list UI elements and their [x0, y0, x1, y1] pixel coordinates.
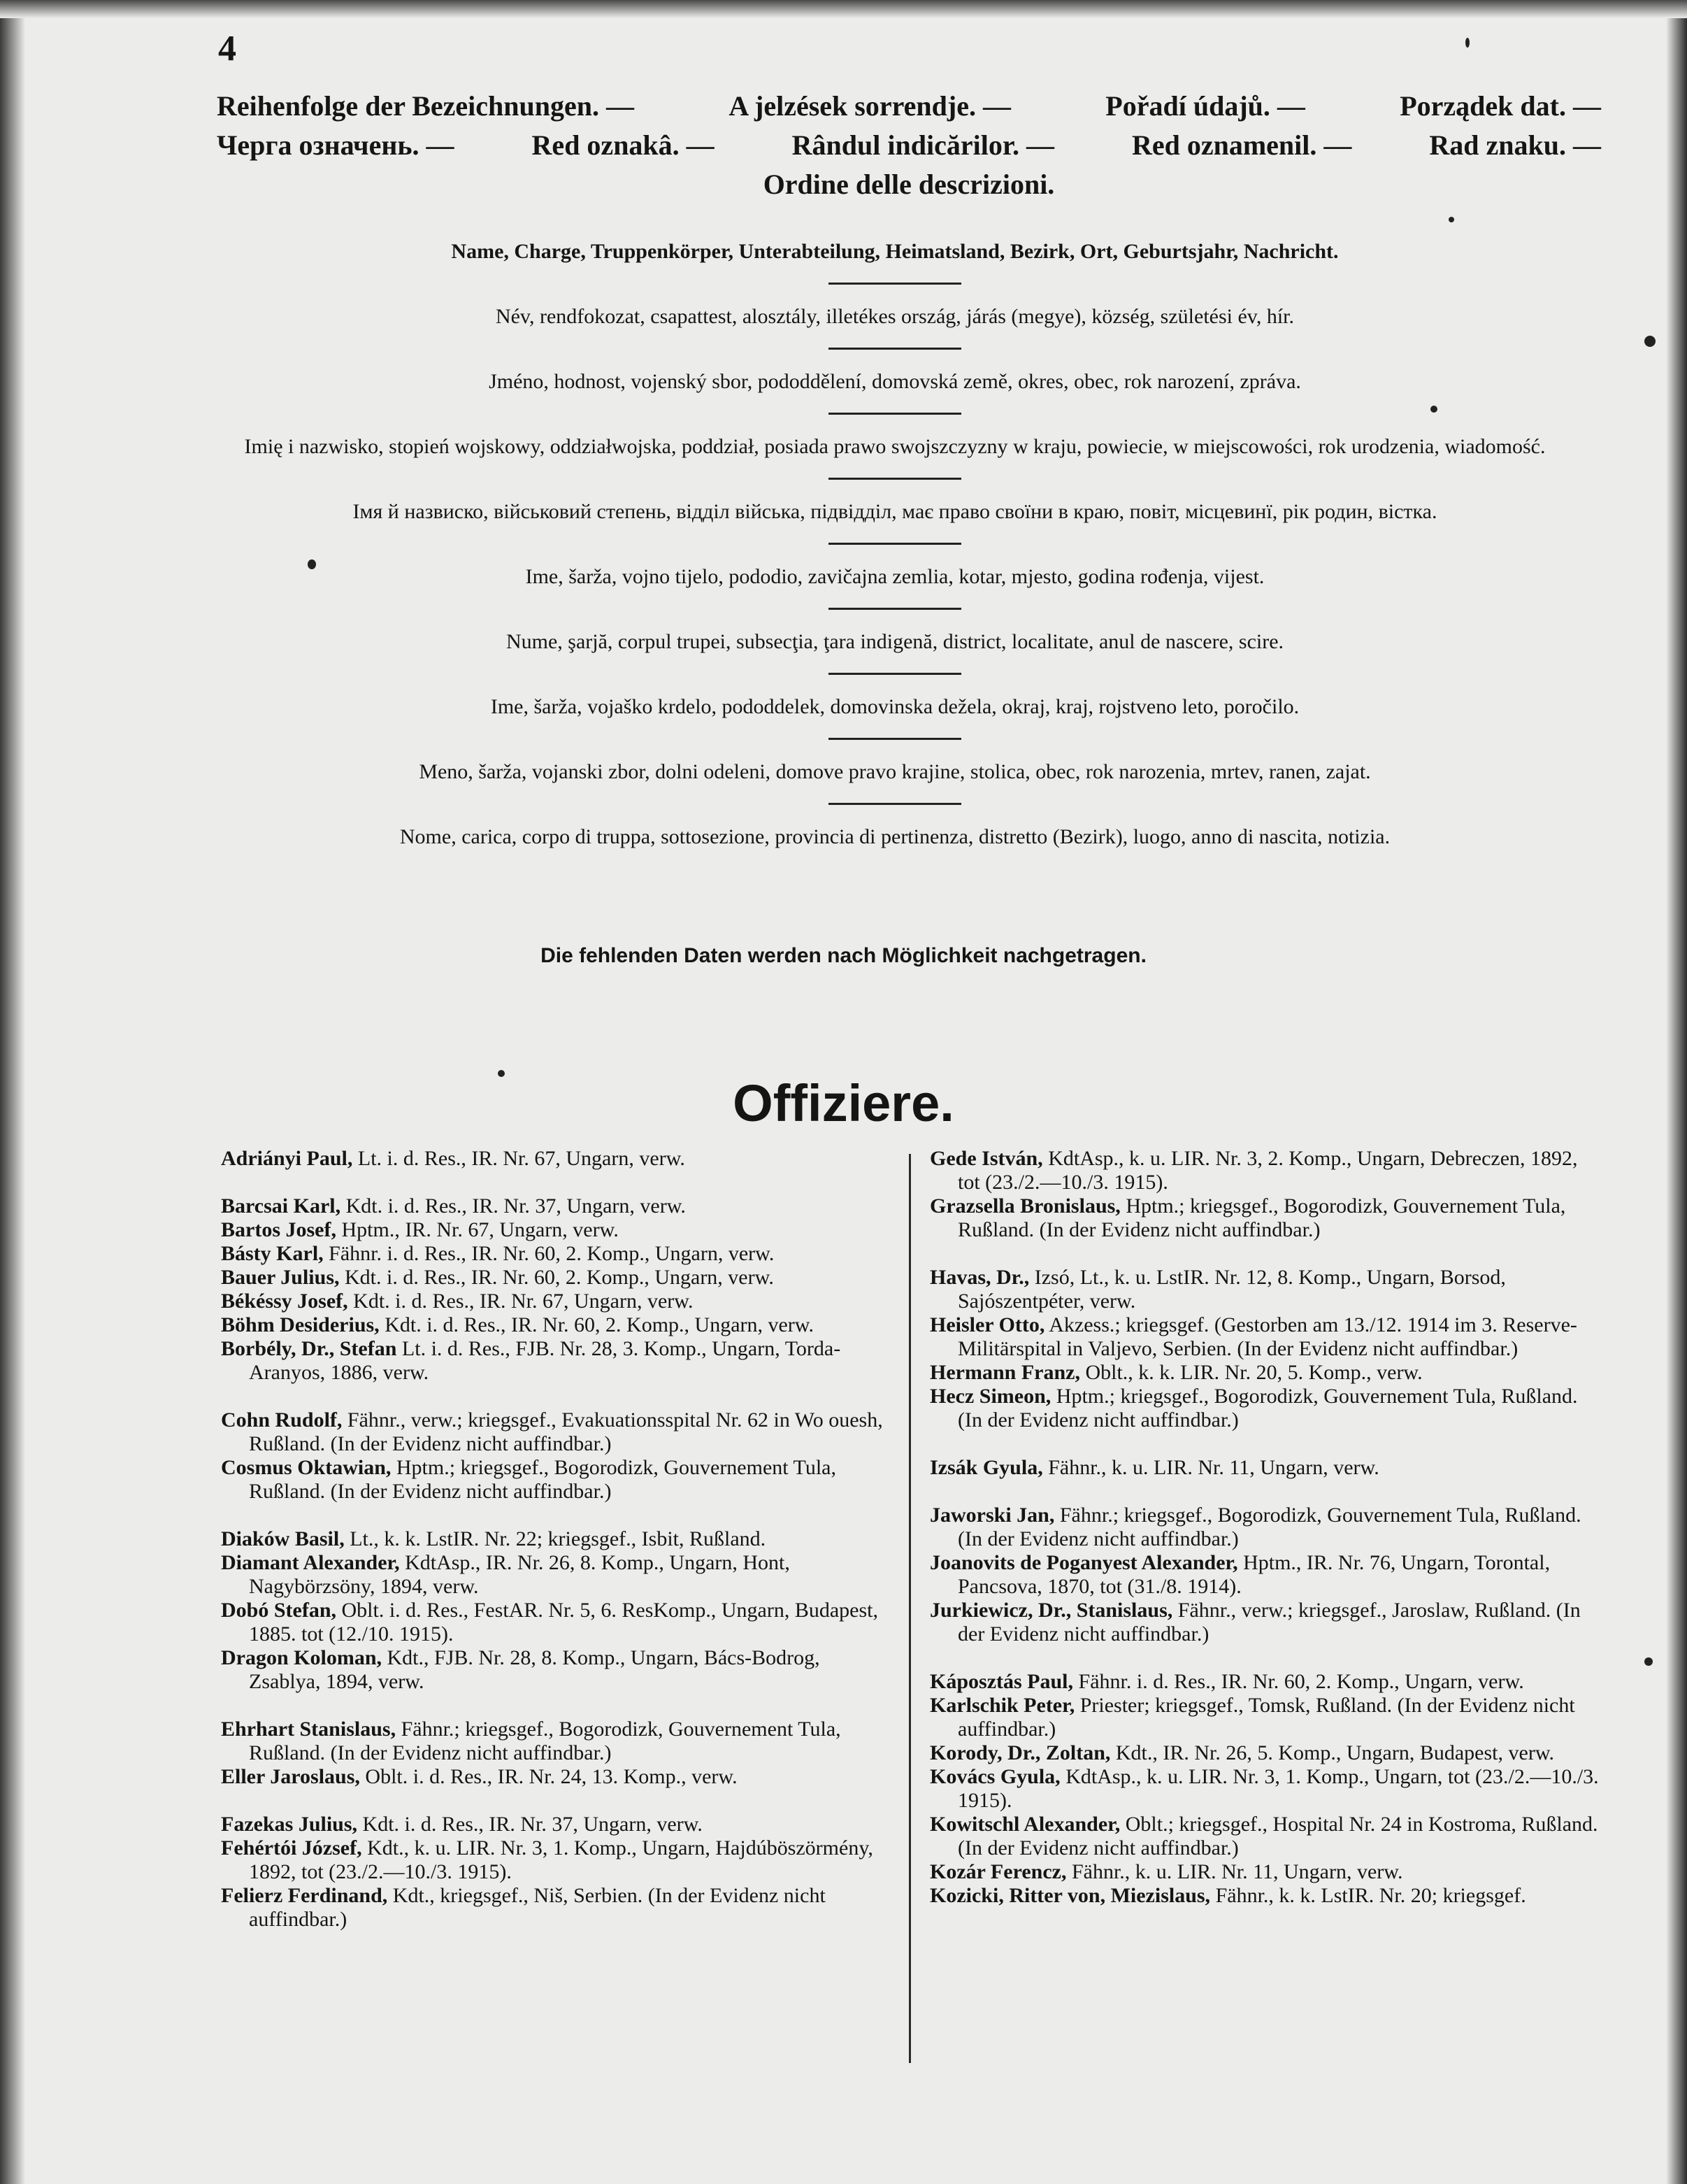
- officer-entry: [930, 1860, 1601, 1884]
- officer-name: Adriányi Paul,: [221, 1147, 353, 1170]
- officer-entry: [221, 1194, 892, 1218]
- officer-name: Felierz Ferdinand,: [221, 1884, 388, 1907]
- legend-italian: Nome, carica, corpo di truppa, sottosezione, provincia di pertinenza, distretto (Bezirk), luogo, anno di nascita, notizia.: [399, 825, 1391, 848]
- officer-details: Kdt. i. d. Res., IR. Nr. 37, Ungarn, verw.: [340, 1194, 686, 1218]
- officer-details: KdtAsp., k. u. LIR. Nr. 3, 2. Komp., Ungarn, Debreczen, 1892, tot (23./2.—10./3. 1915).: [958, 1147, 1578, 1194]
- heading-part: Red oznamenil. —: [1131, 129, 1352, 161]
- officer-name: Ehrhart Stanislaus,: [221, 1718, 396, 1741]
- legend-divider: [828, 738, 961, 740]
- officer-details: Oblt. i. d. Res., IR. Nr. 24, 13. Komp., verw.: [359, 1765, 738, 1788]
- entry-gap: [930, 1432, 1601, 1456]
- heading-part: Reihenfolge der Bezeichnungen. —: [217, 90, 635, 122]
- officer-details: Hptm., IR. Nr. 67, Ungarn, verw.: [336, 1218, 619, 1241]
- officer-name: Havas, Dr.,: [930, 1266, 1030, 1289]
- scan-speck: [308, 559, 316, 569]
- scan-speck: [1644, 1657, 1653, 1666]
- legend-slovak: Meno, šarža, vojanski zbor, dolni odeleni, domove pravo krajine, stolica, obec, rok narozenia, mrtev, ranen, zajat.: [419, 760, 1371, 783]
- officer-name: Diamant Alexander,: [221, 1551, 400, 1574]
- officer-name: Böhm Desiderius,: [221, 1313, 380, 1336]
- officer-entry: [221, 1147, 892, 1171]
- officer-entry: [930, 1194, 1601, 1242]
- officer-name: Fehértói József,: [221, 1836, 362, 1860]
- officer-details: Lt. i. d. Res., FJB. Nr. 28, 3. Komp., Ungarn, Torda-Aranyos, 1886, verw.: [249, 1337, 841, 1384]
- entry-gap: [221, 1504, 892, 1527]
- legend-polish: Imię i nazwisko, stopień wojskowy, oddziałwojska, poddział, posiada prawo swojszczyzny w kraju, powiecie, w miejscowości, rok urodzenia, wiadomość.: [244, 435, 1546, 458]
- officer-details: Kdt. i. d. Res., IR. Nr. 60, 2. Komp., Ungarn, verw.: [379, 1313, 814, 1336]
- officer-entry: [221, 1408, 892, 1456]
- left-column: [221, 1147, 892, 1932]
- officer-name: Kozicki, Ritter von, Miezislaus,: [930, 1884, 1211, 1907]
- legend-croatian: Ime, šarža, vojno tijelo, pododio, zavičajna zemlia, kotar, mjesto, godina rođenja, vijest.: [525, 565, 1265, 588]
- legend-divider: [828, 348, 961, 350]
- officer-name: Kovács Gyula,: [930, 1765, 1061, 1788]
- officer-details: Hptm.; kriegsgef., Bogorodizk, Gouvernement Tula, Rußland. (In der Evidenz nicht auffindbar.): [249, 1456, 836, 1503]
- officer-entry: [221, 1313, 892, 1337]
- officer-details: Lt. i. d. Res., IR. Nr. 67, Ungarn, verw.: [352, 1147, 685, 1170]
- officer-name: Hermann Franz,: [930, 1361, 1080, 1384]
- officer-entry: [930, 1313, 1601, 1361]
- officer-entry: [930, 1670, 1601, 1694]
- officer-name: Bartos Josef,: [221, 1218, 336, 1241]
- legend-divider: [828, 673, 961, 675]
- officer-details: Priester; kriegsgef., Tomsk, Rußland. (In der Evidenz nicht auffindbar.): [958, 1694, 1575, 1741]
- officer-details: Fähnr., verw.; kriegsgef., Jaroslaw, Rußland. (In der Evidenz nicht auffindbar.): [958, 1599, 1581, 1646]
- officer-name: Kowitschl Alexander,: [930, 1813, 1121, 1836]
- officer-name: Borbély, Dr., Stefan: [221, 1337, 397, 1360]
- officer-entry: [930, 1385, 1601, 1432]
- officer-name: Hecz Simeon,: [930, 1385, 1051, 1408]
- officer-name: Dobó Stefan,: [221, 1599, 337, 1622]
- page-number: 4: [218, 29, 236, 69]
- scan-speck: [1644, 336, 1656, 347]
- officer-details: Hptm., IR. Nr. 76, Ungarn, Torontal, Pancsova, 1870, tot (31./8. 1914).: [958, 1551, 1551, 1598]
- column-divider: [909, 1154, 911, 2063]
- officer-details: Oblt.; kriegsgef., Hospital Nr. 24 in Kostroma, Rußland. (In der Evidenz nicht auffindbar.): [958, 1813, 1598, 1860]
- legend-divider: [828, 413, 961, 415]
- officer-name: Fazekas Julius,: [221, 1813, 358, 1836]
- officer-name: Dragon Koloman,: [221, 1646, 382, 1669]
- officer-entry: [221, 1290, 892, 1313]
- officer-entry: [930, 1504, 1601, 1551]
- officer-entry: [221, 1266, 892, 1290]
- officer-name: Izsák Gyula,: [930, 1456, 1043, 1479]
- entry-gap: [221, 1789, 892, 1813]
- entry-gap: [930, 1242, 1601, 1266]
- heading-part: A jelzések sorrendje. —: [728, 90, 1011, 122]
- legend-german: Name, Charge, Truppenkörper, Unterabteilung, Heimatsland, Bezirk, Ort, Geburtsjahr, Nachricht.: [451, 240, 1339, 263]
- heading-line-2: [217, 126, 1601, 165]
- officer-entry: [930, 1361, 1601, 1385]
- officer-entry: [930, 1551, 1601, 1599]
- officer-details: Kdt., FJB. Nr. 28, 8. Komp., Ungarn, Bács-Bodrog, Zsablya, 1894, verw.: [249, 1646, 820, 1693]
- officer-entry: [930, 1599, 1601, 1646]
- officer-name: Jaworski Jan,: [930, 1504, 1055, 1527]
- legend-hungarian: Név, rendfokozat, csapattest, alosztály, illetékes ország, járás (megye), község, születési év, hír.: [495, 305, 1295, 328]
- officer-name: Káposztás Paul,: [930, 1670, 1074, 1693]
- officer-entry: [930, 1765, 1601, 1813]
- legend-divider: [828, 803, 961, 805]
- officer-details: Izsó, Lt., k. u. LstIR. Nr. 12, 8. Komp., Ungarn, Borsod, Sajószentpéter, verw.: [958, 1266, 1506, 1313]
- officer-entry: [221, 1836, 892, 1884]
- officer-details: Akzess.; kriegsgef. (Gestorben am 13./12. 1914 im 3. Reserve-Militärspital in Valjevo, Serbien. (In der Evidenz nicht auffindbar.): [958, 1313, 1577, 1360]
- heading-part: Red oznakâ. —: [531, 129, 715, 161]
- heading-part: Rad znaku. —: [1429, 129, 1601, 161]
- officer-details: KdtAsp., k. u. LIR. Nr. 3, 1. Komp., Ungarn, tot (23./2.—10./3. 1915).: [958, 1765, 1599, 1812]
- officer-details: Fähnr.; kriegsgef., Bogorodizk, Gouvernement Tula, Rußland. (In der Evidenz nicht auffindbar.): [249, 1718, 841, 1764]
- officer-entry: [221, 1884, 892, 1932]
- officer-entry: [930, 1694, 1601, 1741]
- entry-gap: [221, 1694, 892, 1718]
- officer-details: Oblt. i. d. Res., FestAR. Nr. 5, 6. ResKomp., Ungarn, Budapest, 1885. tot (12./10. 1915).: [249, 1599, 878, 1646]
- field-legend: [210, 238, 1580, 851]
- officer-details: Hptm.; kriegsgef., Bogorodizk, Gouvernement Tula, Rußland. (In der Evidenz nicht auffindbar.): [958, 1385, 1578, 1432]
- entry-gap: [221, 1171, 892, 1194]
- legend-divider: [828, 543, 961, 545]
- officer-entry: [930, 1266, 1601, 1313]
- officer-name: Kozár Ferencz,: [930, 1860, 1067, 1883]
- officer-name: Gede István,: [930, 1147, 1043, 1170]
- officer-details: Fähnr., k. k. LstIR. Nr. 20; kriegsgef.: [1210, 1884, 1526, 1907]
- entry-gap: [930, 1646, 1601, 1670]
- officer-entry: [221, 1218, 892, 1242]
- officer-entry: [221, 1527, 892, 1551]
- officer-details: Oblt., k. k. LIR. Nr. 20, 5. Komp., verw.: [1079, 1361, 1423, 1384]
- officer-details: Kdt. i. d. Res., IR. Nr. 67, Ungarn, verw.: [347, 1290, 694, 1313]
- officer-name: Karlschik Peter,: [930, 1694, 1075, 1717]
- officer-name: Jurkiewicz, Dr., Stanislaus,: [930, 1599, 1173, 1622]
- section-title: Offiziere.: [733, 1074, 954, 1132]
- officer-details: Kdt. i. d. Res., IR. Nr. 37, Ungarn, verw.: [357, 1813, 703, 1836]
- officer-entry: [221, 1456, 892, 1504]
- officer-details: Fähnr., verw.; kriegsgef., Evakuationsspital Nr. 62 in Wo ouesh, Rußland. (In der Evidenz nicht auffindbar.): [249, 1408, 883, 1455]
- legend-ruthenian: Імя й назвиско, військовий степень, відділ війська, підвідділ, має право своїни в краю, повіт, місцевинї, рік родин, вістка.: [352, 500, 1437, 523]
- officer-entry: [221, 1646, 892, 1694]
- officer-name: Heisler Otto,: [930, 1313, 1045, 1336]
- heading-line-1: [217, 87, 1601, 126]
- legend-divider: [828, 608, 961, 610]
- officer-name: Eller Jaroslaus,: [221, 1765, 360, 1788]
- officer-entry: [221, 1718, 892, 1765]
- officer-details: Kdt., IR. Nr. 26, 5. Komp., Ungarn, Budapest, verw.: [1110, 1741, 1555, 1764]
- legend-czech: Jméno, hodnost, vojenský sbor, pododdělení, domovská země, okres, obec, rok narození, zpráva.: [489, 370, 1301, 393]
- right-column: [930, 1147, 1601, 1908]
- officer-name: Grazsella Bronislaus,: [930, 1194, 1121, 1218]
- missing-data-notice: Die fehlenden Daten werden nach Möglichkeit nachgetragen.: [540, 944, 1147, 967]
- scan-speck: [1449, 217, 1454, 222]
- heading-line-3: Ordine delle descrizioni.: [763, 169, 1055, 200]
- officer-name: Békéssy Josef,: [221, 1290, 348, 1313]
- heading-part: Rândul indicărilor. —: [791, 129, 1054, 161]
- officer-details: Kdt. i. d. Res., IR. Nr. 60, 2. Komp., Ungarn, verw.: [339, 1266, 774, 1289]
- officer-details: Fähnr. i. d. Res., IR. Nr. 60, 2. Komp., Ungarn, verw.: [323, 1242, 775, 1265]
- officer-entry: [221, 1337, 892, 1385]
- officer-name: Bauer Julius,: [221, 1266, 340, 1289]
- officer-entry: [221, 1765, 892, 1789]
- legend-divider: [828, 283, 961, 285]
- officer-entry: [930, 1813, 1601, 1860]
- legend-romanian: Nume, şarjă, corpul trupei, subsecţia, ţara indigenă, district, localitate, anul de nascere, scire.: [505, 630, 1284, 653]
- officer-name: Cohn Rudolf,: [221, 1408, 343, 1432]
- scan-speck: [1465, 38, 1470, 48]
- officer-details: Kdt., k. u. LIR. Nr. 3, 1. Komp., Ungarn, Hajdúböszörmény, 1892, tot (23./2.—10./3. 1915).: [249, 1836, 873, 1883]
- officer-details: Fähnr.; kriegsgef., Bogorodizk, Gouvernement Tula, Rußland. (In der Evidenz nicht auffindbar.): [958, 1504, 1581, 1550]
- officer-details: KdtAsp., IR. Nr. 26, 8. Komp., Ungarn, Hont, Nagybörzsöny, 1894, verw.: [249, 1551, 790, 1598]
- scan-speck: [498, 1070, 505, 1077]
- officer-details: Lt., k. k. LstIR. Nr. 22; kriegsgef., Isbit, Rußland.: [344, 1527, 766, 1550]
- officer-entry: [221, 1242, 892, 1266]
- officer-name: Barcsai Karl,: [221, 1194, 341, 1218]
- officer-details: Kdt., kriegsgef., Niš, Serbien. (In der Evidenz nicht auffindbar.): [249, 1884, 826, 1931]
- legend-slovenian: Ime, šarža, vojaško krdelo, pododdelek, domovinska dežela, okraj, kraj, rojstveno leto, poročilo.: [490, 695, 1300, 718]
- officer-entry: [930, 1741, 1601, 1765]
- officer-name: Cosmus Oktawian,: [221, 1456, 392, 1479]
- officer-details: Fähnr., k. u. LIR. Nr. 11, Ungarn, verw.: [1042, 1456, 1379, 1479]
- heading-part: Черга означень. —: [217, 129, 454, 161]
- officer-name: Korody, Dr., Zoltan,: [930, 1741, 1111, 1764]
- officer-details: Hptm.; kriegsgef., Bogorodizk, Gouvernement Tula, Rußland. (In der Evidenz nicht auffindbar.): [958, 1194, 1566, 1241]
- officer-entry: [930, 1456, 1601, 1480]
- entry-gap: [930, 1480, 1601, 1504]
- officer-name: Diaków Basil,: [221, 1527, 345, 1550]
- entry-gap: [221, 1385, 892, 1408]
- officer-details: Fähnr., k. u. LIR. Nr. 11, Ungarn, verw.: [1066, 1860, 1403, 1883]
- officer-name: Básty Karl,: [221, 1242, 324, 1265]
- officer-name: Joanovits de Poganyest Alexander,: [930, 1551, 1238, 1574]
- officer-entry: [221, 1599, 892, 1646]
- officer-entry: [221, 1551, 892, 1599]
- heading-part: Porządek dat. —: [1400, 90, 1601, 122]
- officer-entry: [930, 1884, 1601, 1908]
- legend-divider: [828, 478, 961, 480]
- scan-speck: [1430, 406, 1437, 413]
- heading-part: Pořadí údajů. —: [1105, 90, 1305, 122]
- officer-entry: [221, 1813, 892, 1836]
- officer-details: Fähnr. i. d. Res., IR. Nr. 60, 2. Komp., Ungarn, verw.: [1073, 1670, 1524, 1693]
- officer-entry: [930, 1147, 1601, 1194]
